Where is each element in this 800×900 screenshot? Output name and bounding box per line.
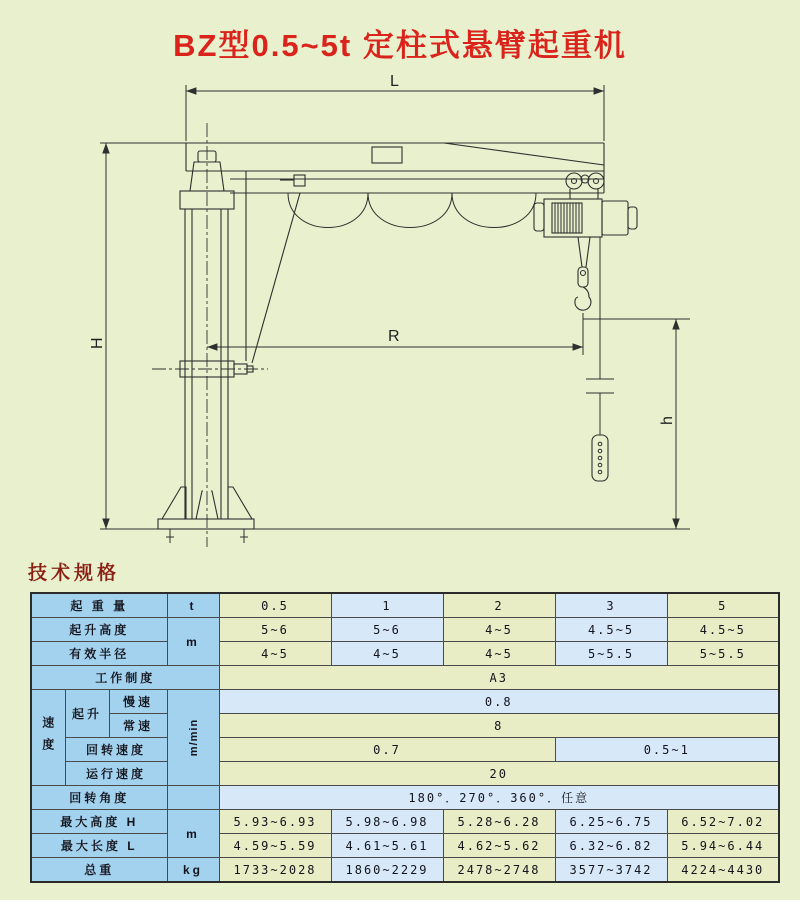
slew-angle-value: 180°．270°．360°．任意 bbox=[219, 786, 779, 810]
dimension-R bbox=[207, 313, 583, 355]
duty-value: A3 bbox=[219, 666, 779, 690]
row-speed-travel bbox=[31, 762, 779, 786]
max-height-value: 5.28~6.28 bbox=[443, 810, 555, 834]
crane-diagram bbox=[0, 67, 800, 549]
max-height-value: 6.52~7.02 bbox=[667, 810, 779, 834]
unit-slew-angle-empty bbox=[167, 786, 219, 810]
max-length-value: 4.59~5.59 bbox=[219, 834, 331, 858]
row-speed-slew bbox=[31, 738, 779, 762]
row-max-length bbox=[31, 834, 779, 858]
label-travel-speed: 运行速度 bbox=[65, 762, 167, 786]
total-weight-value: 4224~4430 bbox=[667, 858, 779, 883]
dim-label-H: H bbox=[89, 337, 106, 349]
slow-speed-value: 0.8 bbox=[219, 690, 779, 714]
lift-height-value: 5~6 bbox=[219, 618, 331, 642]
radius-value: 5~5.5 bbox=[667, 642, 779, 666]
column-centerline bbox=[152, 123, 268, 547]
radius-value: 4~5 bbox=[331, 642, 443, 666]
capacity-value: 3 bbox=[555, 593, 667, 618]
unit-lift-height: m bbox=[167, 618, 219, 666]
max-height-value: 5.98~6.98 bbox=[331, 810, 443, 834]
row-speed-slow bbox=[31, 690, 779, 714]
label-lift-height: 起升高度 bbox=[31, 618, 167, 642]
dimension-H bbox=[89, 143, 106, 529]
total-weight-value: 2478~2748 bbox=[443, 858, 555, 883]
max-height-value: 5.93~6.93 bbox=[219, 810, 331, 834]
hook bbox=[575, 237, 591, 310]
max-height-value: 6.25~6.75 bbox=[555, 810, 667, 834]
row-total-weight bbox=[31, 858, 779, 883]
row-radius bbox=[31, 642, 779, 666]
slew-speed-value-b: 0.5~1 bbox=[555, 738, 779, 762]
page-title: BZ型0.5~5t 定柱式悬臂起重机 bbox=[173, 28, 627, 63]
festoon-cables bbox=[288, 193, 536, 228]
max-length-value: 4.61~5.61 bbox=[331, 834, 443, 858]
total-weight-value: 1860~2229 bbox=[331, 858, 443, 883]
row-max-height bbox=[31, 810, 779, 834]
label-hoisting: 起升 bbox=[65, 690, 109, 738]
label-capacity: 起 重 量 bbox=[31, 593, 167, 618]
label-slow-speed: 慢速 bbox=[109, 690, 167, 714]
max-length-value: 5.94~6.44 bbox=[667, 834, 779, 858]
slew-speed-value-a: 0.7 bbox=[219, 738, 555, 762]
capacity-value: 2 bbox=[443, 593, 555, 618]
unit-capacity: t bbox=[167, 593, 219, 618]
dimension-L bbox=[186, 73, 604, 141]
lift-height-value: 4.5~5 bbox=[667, 618, 779, 642]
pendant-control bbox=[586, 237, 614, 481]
row-speed-normal bbox=[31, 714, 779, 738]
spec-table bbox=[30, 592, 780, 883]
label-normal-speed: 常速 bbox=[109, 714, 167, 738]
max-length-value: 4.62~5.62 bbox=[443, 834, 555, 858]
label-speed-group: 速度 bbox=[31, 690, 65, 786]
lift-height-value: 5~6 bbox=[331, 618, 443, 642]
unit-speed: m/min bbox=[167, 690, 219, 786]
lift-height-value: 4.5~5 bbox=[555, 618, 667, 642]
label-max-length: 最大长度 L bbox=[31, 834, 167, 858]
row-lift-height bbox=[31, 618, 779, 642]
normal-speed-value: 8 bbox=[219, 714, 779, 738]
column bbox=[180, 151, 300, 519]
capacity-value: 0.5 bbox=[219, 593, 331, 618]
crane-diagram-area bbox=[0, 67, 800, 554]
jib-beam bbox=[100, 143, 604, 193]
electric-hoist bbox=[534, 173, 637, 237]
total-weight-value: 1733~2028 bbox=[219, 858, 331, 883]
dim-label-h: h bbox=[659, 416, 676, 425]
column-base bbox=[158, 487, 254, 543]
label-radius: 有效半径 bbox=[31, 642, 167, 666]
label-max-height: 最大高度 H bbox=[31, 810, 167, 834]
radius-value: 4~5 bbox=[443, 642, 555, 666]
label-slew-speed: 回转速度 bbox=[65, 738, 167, 762]
radius-value: 4~5 bbox=[219, 642, 331, 666]
unit-max-height: m bbox=[167, 810, 219, 858]
radius-value: 5~5.5 bbox=[555, 642, 667, 666]
row-duty bbox=[31, 666, 779, 690]
lift-height-value: 4~5 bbox=[443, 618, 555, 642]
capacity-value: 1 bbox=[331, 593, 443, 618]
dim-label-R: R bbox=[388, 328, 400, 345]
row-capacity bbox=[31, 593, 779, 618]
dimension-h bbox=[583, 319, 690, 529]
label-slew-angle: 回转角度 bbox=[31, 786, 167, 810]
label-total-weight: 总重 bbox=[31, 858, 167, 883]
capacity-value: 5 bbox=[667, 593, 779, 618]
max-length-value: 6.32~6.82 bbox=[555, 834, 667, 858]
unit-total-weight: kg bbox=[167, 858, 219, 883]
total-weight-value: 3577~3742 bbox=[555, 858, 667, 883]
row-slew-angle bbox=[31, 786, 779, 810]
travel-speed-value: 20 bbox=[219, 762, 779, 786]
dim-label-L: L bbox=[390, 73, 399, 90]
spec-heading: 技术规格 bbox=[28, 563, 121, 584]
label-duty: 工作制度 bbox=[31, 666, 219, 690]
